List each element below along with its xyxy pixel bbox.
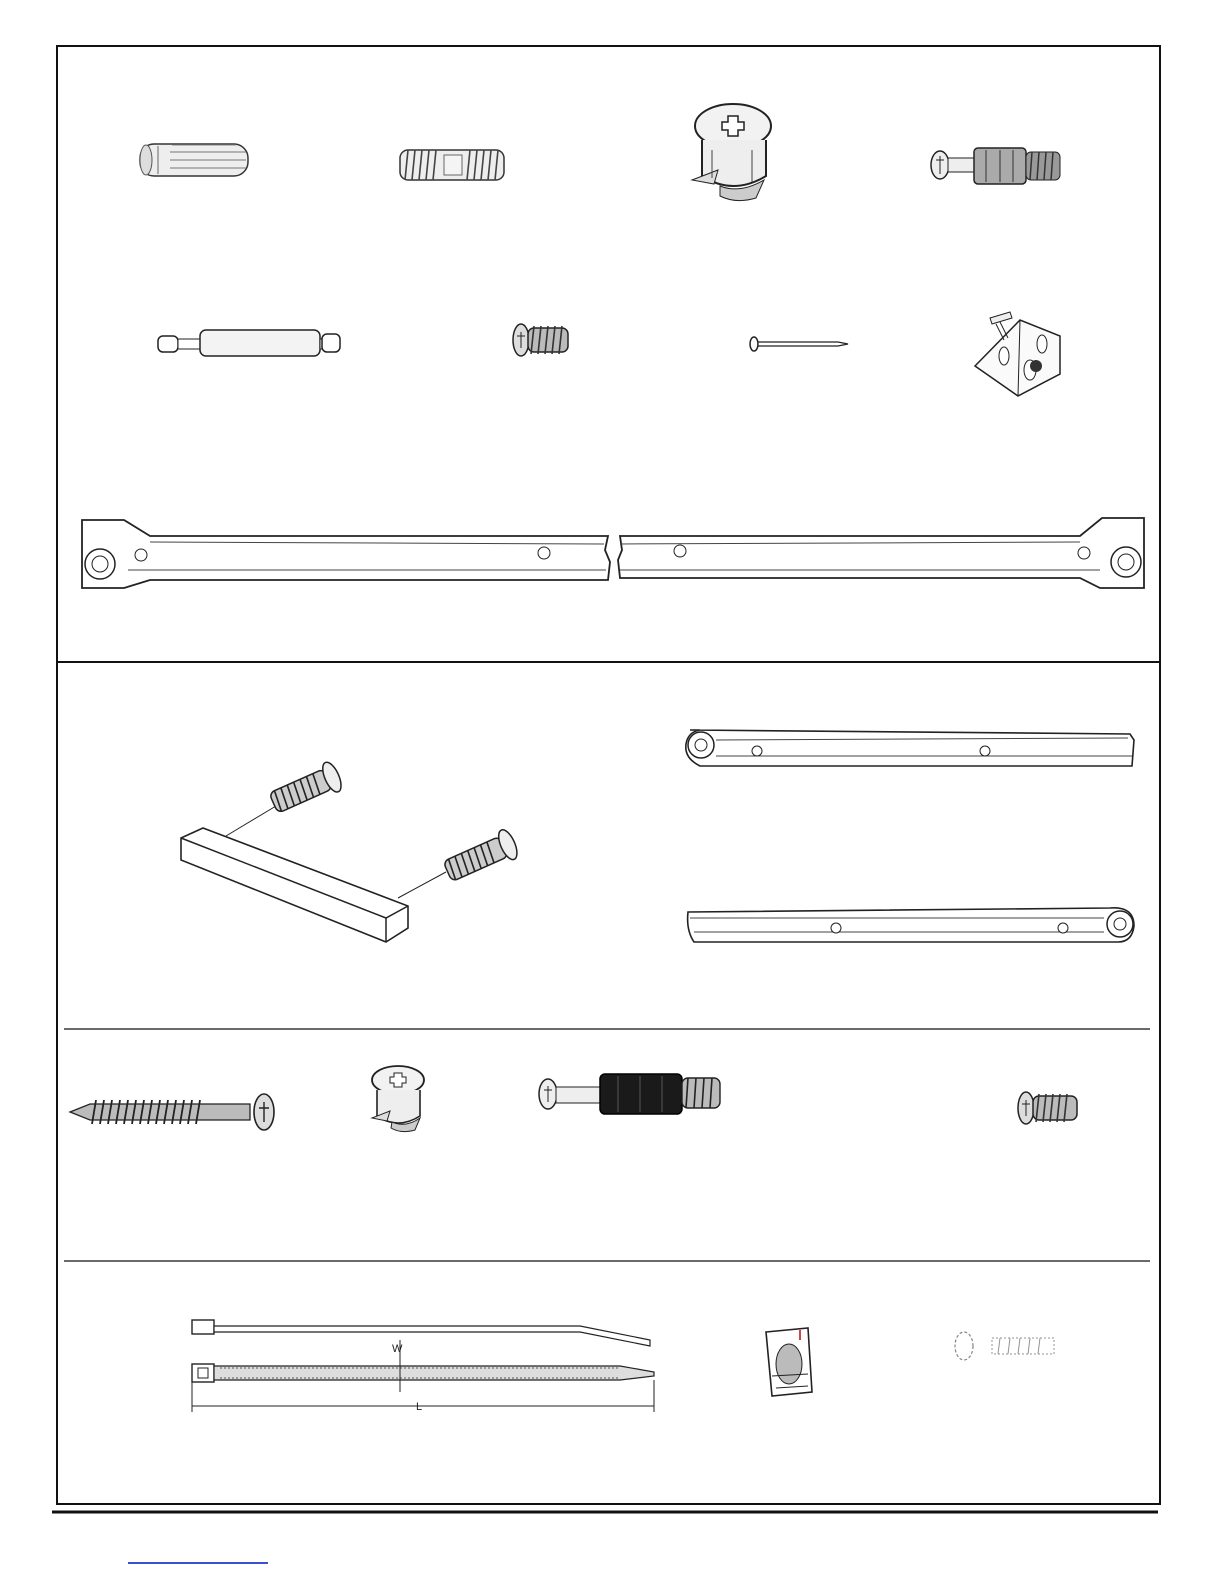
cam-bolt-icon (931, 148, 1060, 184)
cam-lock-icon (372, 1066, 424, 1132)
left-drawer-slide-icon (686, 730, 1134, 766)
short-screw-icon (1018, 1092, 1077, 1124)
handle-with-bolts-icon (181, 760, 521, 942)
double-threaded-insert-icon (400, 150, 504, 180)
cam-lock-icon (692, 104, 771, 201)
right-drawer-slide-icon (688, 908, 1134, 942)
page-frame (57, 46, 1160, 1504)
cable-tie-icon (192, 1320, 654, 1412)
footer-link[interactable] (128, 1548, 268, 1564)
cable-tie-width-label: W (392, 1343, 403, 1355)
wood-dowel-icon (140, 144, 248, 176)
double-cam-pin-icon (158, 330, 340, 356)
nail-icon (750, 337, 848, 351)
washer-screw-icon (955, 1332, 1054, 1360)
wire-clip-icon (766, 1328, 812, 1396)
long-wood-screw-icon (70, 1094, 274, 1130)
short-screw-icon (513, 324, 568, 356)
corner-bracket-icon (975, 312, 1060, 396)
drawer-slide-pair-icon (82, 518, 1144, 588)
cam-bolt-black-icon (539, 1074, 720, 1114)
cable-tie-length-label: L (416, 1401, 423, 1413)
